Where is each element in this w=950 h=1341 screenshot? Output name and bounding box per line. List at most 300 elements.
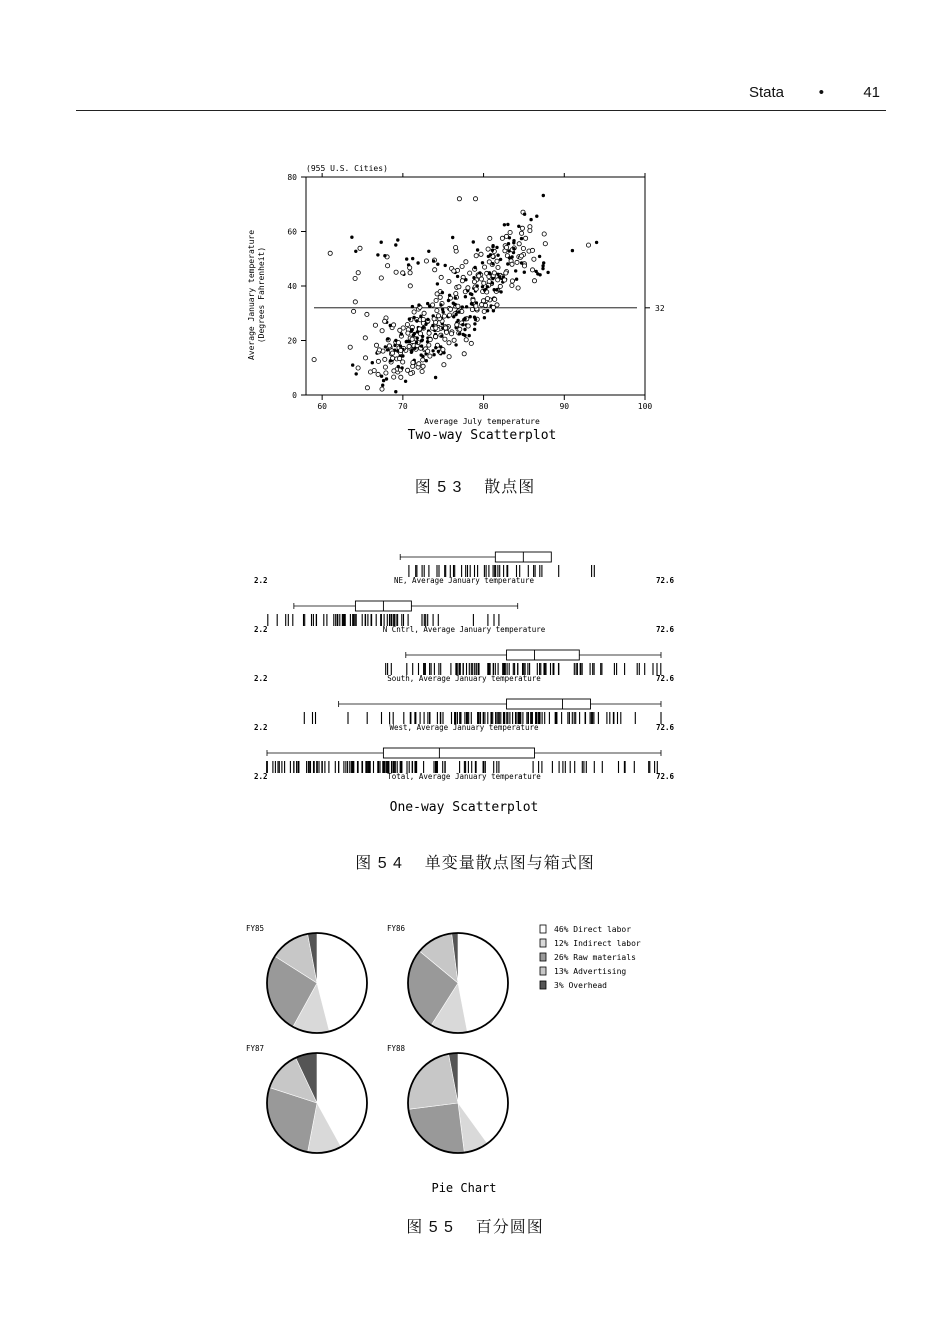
y-tick-label: 80 bbox=[287, 173, 297, 182]
scatter-point bbox=[384, 371, 388, 375]
scatter-point bbox=[432, 350, 435, 353]
scatter-point bbox=[392, 375, 396, 379]
scatter-point bbox=[380, 329, 384, 333]
scatter-point bbox=[500, 236, 504, 240]
scatter-point bbox=[406, 331, 410, 335]
scatter-point bbox=[479, 252, 483, 256]
scatter-point bbox=[510, 283, 514, 287]
scatter-point bbox=[441, 291, 444, 294]
figure-55-text: 百分圆图 bbox=[475, 1219, 544, 1236]
scatter-point bbox=[422, 311, 426, 315]
oneway-figure bbox=[240, 545, 690, 820]
scatter-point bbox=[435, 346, 438, 349]
scatter-point bbox=[547, 271, 550, 274]
scatter-point bbox=[500, 291, 503, 294]
scatter-point bbox=[455, 313, 458, 316]
page-number: 41 bbox=[863, 84, 880, 101]
scatter-point bbox=[436, 283, 439, 286]
box bbox=[507, 650, 580, 660]
scatter-point bbox=[387, 344, 391, 348]
scatter-point bbox=[394, 344, 397, 347]
scatter-point bbox=[389, 360, 392, 363]
x-tick-label: 70 bbox=[398, 402, 408, 411]
row-max-label: 72.6 bbox=[655, 674, 674, 683]
scatter-point bbox=[483, 289, 486, 292]
oneway-row bbox=[254, 552, 674, 585]
scatter-point bbox=[390, 351, 394, 355]
scatter-subtitle: (955 U.S. Cities) bbox=[306, 164, 388, 173]
scatter-point bbox=[460, 279, 464, 283]
scatter-point bbox=[395, 390, 398, 393]
scatter-ylabel-2: (Degrees Fahrenheit) bbox=[257, 246, 266, 344]
scatter-point bbox=[530, 248, 534, 252]
scatter-point bbox=[410, 337, 414, 341]
scatter-point bbox=[464, 317, 467, 320]
row-min-label: 2.2 bbox=[254, 625, 268, 634]
scatter-point bbox=[458, 311, 461, 314]
scatter-point bbox=[466, 324, 470, 328]
scatter-point bbox=[495, 259, 499, 263]
scatter-point bbox=[384, 346, 387, 349]
scatter-point bbox=[421, 339, 424, 342]
scatter-point bbox=[498, 284, 502, 288]
scatter-point bbox=[408, 318, 411, 321]
scatter-point bbox=[542, 267, 545, 270]
scatter-point bbox=[435, 309, 439, 313]
scatter-point bbox=[528, 225, 532, 229]
x-tick-label: 80 bbox=[478, 402, 489, 411]
scatter-point bbox=[473, 328, 476, 331]
scatter-point bbox=[404, 380, 407, 383]
scatter-point bbox=[452, 316, 455, 319]
scatter-point bbox=[385, 378, 388, 381]
scatter-point bbox=[515, 260, 519, 264]
scatter-point bbox=[503, 224, 506, 227]
scatter-point bbox=[426, 349, 430, 353]
scatter-point bbox=[530, 218, 533, 221]
scatter-point bbox=[497, 254, 500, 257]
scatter-point bbox=[401, 367, 404, 370]
scatter-point bbox=[421, 317, 425, 321]
x-tick-label: 90 bbox=[559, 402, 570, 411]
legend-swatch bbox=[540, 925, 546, 933]
scatter-point bbox=[417, 262, 420, 265]
box bbox=[507, 699, 591, 709]
scatter-point bbox=[448, 313, 452, 317]
figure-55-caption bbox=[0, 1214, 950, 1237]
scatter-point bbox=[504, 245, 508, 249]
scatter-point bbox=[428, 250, 431, 253]
scatter-point bbox=[421, 358, 425, 362]
scatter-point bbox=[407, 340, 410, 343]
scatter-point bbox=[422, 326, 425, 329]
oneway-row-label: Total, Average January temperature bbox=[387, 772, 541, 781]
scatter-ylabel-1: Average January temperature bbox=[247, 229, 256, 361]
scatter-point bbox=[444, 330, 448, 334]
scatter-point bbox=[447, 355, 451, 359]
scatter-point bbox=[439, 275, 443, 279]
scatter-point bbox=[480, 303, 484, 307]
scatter-point bbox=[454, 292, 458, 296]
scatter-point bbox=[513, 247, 516, 250]
scatter-point bbox=[365, 312, 369, 316]
scatter-point bbox=[442, 314, 446, 318]
scatter-point bbox=[507, 242, 510, 245]
scatter-point bbox=[508, 230, 512, 234]
scatter-point bbox=[405, 258, 408, 261]
scatter-point bbox=[355, 250, 358, 253]
scatter-point bbox=[435, 292, 439, 296]
scatter-point bbox=[432, 317, 436, 321]
scatter-point bbox=[542, 265, 545, 268]
scatter-point bbox=[372, 369, 376, 373]
scatter-point bbox=[483, 303, 487, 307]
oneway-rows bbox=[254, 552, 674, 781]
scatter-point bbox=[464, 328, 467, 331]
scatter-point bbox=[460, 264, 464, 268]
scatter-point bbox=[422, 355, 425, 358]
oneway-row-label: South, Average January temperature bbox=[387, 674, 541, 683]
scatter-point bbox=[417, 362, 421, 366]
scatter-point bbox=[420, 369, 424, 373]
scatter-point bbox=[407, 344, 411, 348]
scatter-point bbox=[434, 326, 438, 330]
scatter-point bbox=[482, 309, 486, 313]
x-tick-label: 100 bbox=[637, 402, 653, 411]
scatter-point bbox=[514, 270, 517, 273]
scatter-point bbox=[420, 315, 423, 318]
scatter-point bbox=[436, 314, 440, 318]
scatter-point bbox=[395, 244, 398, 247]
scatter-point bbox=[352, 309, 356, 313]
scatter-point bbox=[486, 247, 490, 251]
scatter-point bbox=[474, 323, 477, 326]
pie bbox=[387, 924, 508, 1033]
scatter-point bbox=[532, 257, 536, 261]
scatter-point bbox=[412, 334, 415, 337]
scatter-point bbox=[515, 278, 518, 281]
scatter-point bbox=[377, 254, 380, 257]
scatter-point bbox=[530, 268, 534, 272]
scatter-point bbox=[399, 345, 402, 348]
scatter-point bbox=[363, 356, 367, 360]
oneway-title: One-way Scatterplot bbox=[389, 800, 539, 815]
scatter-point bbox=[461, 306, 464, 309]
scatter-point bbox=[438, 295, 442, 299]
scatter-point bbox=[452, 338, 456, 342]
scatter-point bbox=[381, 384, 384, 387]
scatter-point bbox=[387, 338, 390, 341]
scatter-point bbox=[473, 197, 477, 201]
scatter-point bbox=[413, 316, 416, 319]
pie-title: Pie Chart bbox=[431, 1181, 497, 1195]
scatter-point bbox=[466, 286, 470, 290]
scatter-point bbox=[462, 352, 466, 356]
legend-label: 13% Advertising bbox=[554, 967, 627, 976]
scatter-point bbox=[411, 328, 414, 331]
scatter-point bbox=[485, 297, 489, 301]
scatter-point bbox=[405, 323, 409, 327]
oneway-row-label: NE, Average January temperature bbox=[394, 576, 534, 585]
scatter-point bbox=[477, 274, 481, 278]
scatter-point bbox=[411, 361, 415, 365]
scatter-point bbox=[493, 288, 496, 291]
scatter-point bbox=[427, 343, 431, 347]
scatter-point bbox=[507, 263, 510, 266]
scatter-point bbox=[383, 357, 387, 361]
scatter-point bbox=[458, 333, 461, 336]
row-max-label: 72.6 bbox=[655, 625, 674, 634]
box bbox=[383, 748, 534, 758]
scatter-point bbox=[507, 223, 510, 226]
scatter-point bbox=[425, 323, 428, 326]
scatter-point bbox=[428, 354, 432, 358]
scatter-point bbox=[356, 366, 360, 370]
scatter-point bbox=[488, 236, 492, 240]
scatter-point bbox=[474, 318, 477, 321]
scatter-point bbox=[408, 271, 412, 275]
scatter-point bbox=[414, 347, 417, 350]
scatter-title: Two-way Scatterplot bbox=[407, 428, 557, 443]
legend-swatch bbox=[540, 939, 546, 947]
scatter-point bbox=[442, 363, 446, 367]
scatter-point bbox=[542, 262, 545, 265]
scatter-point bbox=[464, 334, 467, 337]
scatter-point bbox=[471, 303, 474, 306]
scatter-point bbox=[353, 300, 357, 304]
scatter-point bbox=[542, 232, 546, 236]
scatter-point bbox=[471, 293, 474, 296]
scatter-point bbox=[457, 285, 461, 289]
legend-swatch bbox=[540, 953, 546, 961]
scatter-point bbox=[363, 336, 367, 340]
y-tick-label: 20 bbox=[287, 336, 297, 346]
scatter-point bbox=[386, 349, 389, 352]
scatter-point bbox=[482, 281, 486, 285]
scatter-point bbox=[398, 328, 402, 332]
scatter-point bbox=[376, 359, 380, 363]
scatter-point bbox=[481, 262, 484, 265]
scatter-point bbox=[384, 254, 387, 257]
scatter-point bbox=[428, 338, 432, 342]
row-min-label: 2.2 bbox=[254, 723, 268, 732]
scatter-point bbox=[410, 351, 413, 354]
scatter-point bbox=[421, 364, 425, 368]
scatter-point bbox=[524, 236, 528, 240]
scatter-point bbox=[464, 295, 467, 298]
scatter-point bbox=[412, 310, 416, 314]
scatter-point bbox=[408, 284, 412, 288]
figure-53-caption bbox=[0, 474, 950, 497]
scatter-point bbox=[496, 246, 499, 249]
scatter-point bbox=[493, 297, 497, 301]
scatter-point bbox=[386, 264, 390, 268]
scatter-point bbox=[406, 368, 410, 372]
scatter-point bbox=[489, 272, 492, 275]
scatter-point bbox=[571, 249, 574, 252]
figure-54-number: 图 5 4 bbox=[355, 855, 403, 872]
scatter-point bbox=[464, 260, 468, 264]
x-tick-label: 60 bbox=[317, 402, 327, 411]
oneway-row bbox=[254, 748, 674, 781]
scatter-point bbox=[483, 316, 486, 319]
pie-figure bbox=[240, 918, 690, 1203]
pie-slice bbox=[458, 933, 508, 1032]
scatter-point bbox=[411, 305, 414, 308]
scatter-point bbox=[595, 241, 598, 244]
scatter-point bbox=[441, 308, 444, 311]
scatter-point bbox=[416, 337, 419, 340]
scatter-point bbox=[355, 373, 358, 376]
scatter-point bbox=[503, 278, 507, 282]
oneway-row-label: West, Average January temperature bbox=[389, 723, 539, 732]
scatter-point bbox=[518, 225, 521, 228]
scatter-point bbox=[497, 273, 500, 276]
scatter-point bbox=[351, 364, 354, 367]
scatter-point bbox=[448, 294, 451, 297]
scatter-point bbox=[392, 323, 396, 327]
scatter-point bbox=[433, 268, 437, 272]
scatter-point bbox=[456, 304, 460, 308]
scatter-point bbox=[474, 254, 478, 258]
scatter-point bbox=[510, 262, 514, 266]
scatter-point bbox=[516, 286, 520, 290]
scatter-point bbox=[454, 246, 458, 250]
scatter-point bbox=[470, 308, 474, 312]
scatter-point bbox=[420, 345, 423, 348]
legend-swatch bbox=[540, 967, 546, 975]
scatter-point bbox=[491, 249, 494, 252]
scatter-point bbox=[447, 299, 450, 302]
scatter-xlabel: Average July temperature bbox=[424, 417, 540, 426]
scatter-point bbox=[542, 194, 545, 197]
row-min-label: 2.2 bbox=[254, 772, 268, 781]
scatter-point bbox=[383, 365, 387, 369]
scatter-point bbox=[455, 344, 458, 347]
row-max-label: 72.6 bbox=[655, 576, 674, 585]
scatter-point bbox=[496, 265, 500, 269]
scatter-point bbox=[469, 315, 472, 318]
figure-53-number: 图 5 3 bbox=[414, 479, 463, 496]
scatter-point bbox=[468, 334, 471, 337]
scatter-point bbox=[373, 323, 377, 327]
row-min-label: 2.2 bbox=[254, 674, 268, 683]
scatter-point bbox=[427, 331, 431, 335]
scatter-point bbox=[472, 241, 475, 244]
scatter-point bbox=[447, 279, 451, 283]
scatter-point bbox=[486, 286, 489, 289]
scatter-point bbox=[465, 306, 468, 309]
scatter-point bbox=[523, 213, 526, 216]
scatter-point bbox=[440, 304, 443, 307]
figure-54-caption bbox=[0, 850, 950, 873]
scatter-point bbox=[399, 375, 403, 379]
scatter-point bbox=[443, 337, 447, 341]
scatter-point bbox=[520, 237, 523, 240]
scatter-point bbox=[465, 278, 468, 281]
scatter-point bbox=[452, 269, 456, 273]
scatter-point bbox=[483, 265, 487, 269]
scatter-point bbox=[428, 305, 431, 308]
scatter-point bbox=[392, 369, 396, 373]
scatter-point bbox=[380, 387, 384, 391]
pie-slice bbox=[408, 1103, 464, 1153]
scatter-point bbox=[523, 271, 526, 274]
scatter-point bbox=[489, 254, 492, 257]
scatter-point bbox=[383, 319, 387, 323]
scatter-point bbox=[376, 372, 380, 376]
figure-54-text: 单变量散点图与箱式图 bbox=[424, 855, 595, 872]
scatter-point bbox=[418, 327, 422, 331]
y-tick-label: 0 bbox=[292, 391, 297, 400]
scatter-point bbox=[380, 241, 383, 244]
scatter-point bbox=[476, 249, 479, 252]
scatter-point bbox=[379, 276, 383, 280]
scatter-point bbox=[508, 237, 511, 240]
scatter-point bbox=[472, 280, 476, 284]
scatter-point bbox=[454, 297, 457, 300]
scatter-point bbox=[458, 327, 462, 331]
pie-name: FY87 bbox=[246, 1044, 265, 1053]
running-header bbox=[76, 80, 886, 111]
scatter-point bbox=[536, 215, 539, 218]
scatter-point bbox=[434, 376, 437, 379]
scatter-point bbox=[312, 358, 316, 362]
scatter-point bbox=[424, 259, 428, 263]
figure-55-number: 图 5 5 bbox=[406, 1219, 454, 1236]
scatter-point bbox=[468, 271, 472, 275]
scatter-point bbox=[519, 254, 523, 258]
scatter-point bbox=[451, 236, 454, 239]
scatter-point bbox=[535, 270, 538, 273]
scatter-point bbox=[520, 262, 523, 265]
scatter-point bbox=[464, 338, 468, 342]
book-title: Stata bbox=[748, 84, 784, 101]
scatter-point bbox=[421, 335, 424, 338]
scatter-point bbox=[449, 332, 453, 336]
scatter-point bbox=[353, 276, 357, 280]
scatter-point bbox=[365, 386, 369, 390]
scatter-point bbox=[520, 231, 524, 235]
scatter-point bbox=[356, 271, 360, 275]
pie bbox=[246, 1044, 367, 1153]
legend-label: 12% Indirect labor bbox=[554, 939, 641, 948]
scatter-point bbox=[418, 304, 421, 307]
scatter-point bbox=[395, 339, 398, 342]
row-max-label: 72.6 bbox=[655, 772, 674, 781]
scatter-point bbox=[474, 304, 478, 308]
scatter-point bbox=[532, 279, 536, 283]
scatter-point bbox=[474, 266, 477, 269]
scatter-point bbox=[522, 264, 526, 268]
scatter-point bbox=[496, 289, 499, 292]
scatter-point bbox=[434, 298, 438, 302]
scatter-point bbox=[543, 242, 547, 246]
scatter-plot-area bbox=[287, 173, 664, 411]
row-max-label: 72.6 bbox=[655, 723, 674, 732]
scatter-point bbox=[425, 359, 428, 362]
y-tick-label: 60 bbox=[287, 227, 297, 237]
scatter-point bbox=[394, 270, 398, 274]
legend-label: 46% Direct labor bbox=[554, 925, 632, 934]
oneway-row bbox=[254, 601, 674, 634]
scatter-point bbox=[374, 343, 378, 347]
pie-legend bbox=[540, 925, 641, 990]
scatter-point bbox=[371, 361, 374, 364]
pie-group bbox=[246, 924, 508, 1153]
scatter-point bbox=[351, 236, 354, 239]
scatter-point bbox=[462, 323, 465, 326]
